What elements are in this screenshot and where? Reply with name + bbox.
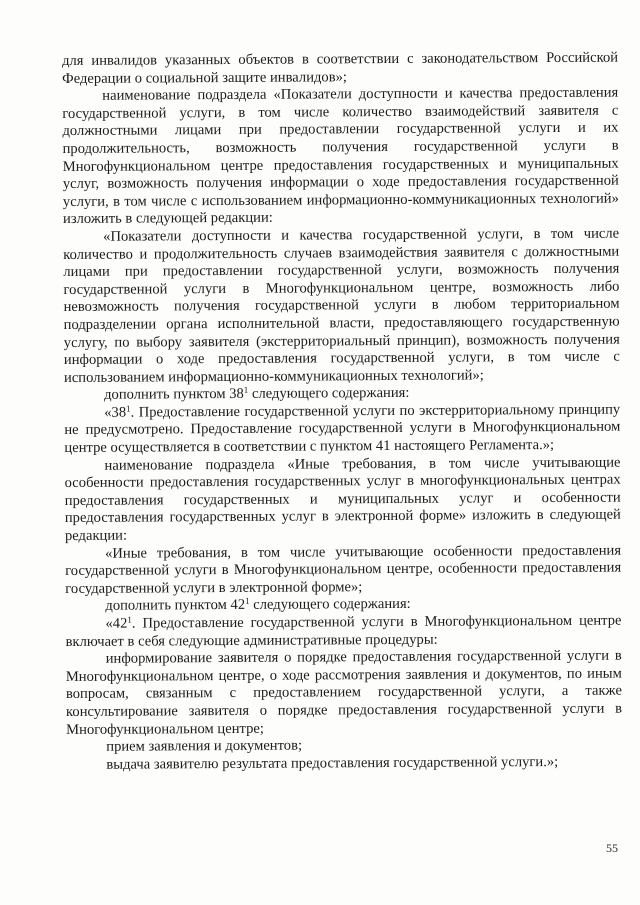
superscript: 1 <box>245 596 250 607</box>
paragraph-text: «42 <box>105 615 128 632</box>
superscript: 1 <box>126 403 131 414</box>
paragraph: наименование подраздела «Иные требования, в том числе учитывающие особенности предоставления государственных услуг в многофункциональных центрах предоставления государственных и муниципальных услуг и особенности предоставления государственных услуг в электронной форме» изложить в следующей редакции: <box>64 454 621 545</box>
paragraph-text: «38 <box>104 404 127 421</box>
superscript: 1 <box>243 385 249 396</box>
paragraph-text: дополнить пунктом 38 <box>104 386 244 404</box>
paragraph-text: следующего содержания: <box>248 385 410 403</box>
paragraph-text: . Предоставление государственной услуги по экстерриториальному принципу не предусмотрено. Предоставление государственной услуги в Многофункциональном центре осуществляется в соответствии с пунктом 41 настоящего Регламента.»; <box>64 401 621 457</box>
paragraph: наименование подраздела «Показатели доступности и качества предоставления государственной услуги, в том числе количество взаимодействий заявителя с должностными лицами при предоставлении государственной услуги и их продолжительность, возможность получения государственной услуги в Многофункциональном центре предоставления государственных и муниципальных услуг, возможность получения информации о ходе предоставления государственной услуги, в том числе с использованием информационно-коммуникационных технологий» изложить в следующей редакции: <box>62 84 619 228</box>
superscript: 1 <box>127 614 132 625</box>
paragraph: «Показатели доступности и качества государственной услуги, в том числе количество и продолжительность случаев взаимодействия заявителя с должностными лицами при предоставлении государственной услуги, возможность получения государственной услуги в Многофункциональном центре, возможность либо невозможность получения государственной услуги в любом территориальном подразделении органа исполнительной власти, предоставляющего государственную услугу, по выбору заявителя (экстерриториальный принцип), возможность получения информации о ходе предоставления государственной услуги, в том числе с использованием информационно-коммуникационных технологий»; <box>63 225 620 386</box>
paragraph: прием заявления и документов; <box>106 737 303 755</box>
paragraph: «Иные требования, в том числе учитывающие особенности предоставления государственной услуги в Многофункциональном центре, особенности предоставления государственной услуги в электронной форме»; <box>65 542 622 597</box>
document-body <box>62 50 622 775</box>
paragraph <box>64 401 620 457</box>
paragraph-text: . Предоставление государственной услуги в Многофункциональном центре включает в себя следующие административные процедуры: <box>65 612 622 650</box>
page-number: 55 <box>606 841 618 855</box>
paragraph-text: следующего содержания: <box>249 596 411 614</box>
paragraph: информирование заявителя о порядке предоставления государственной услуги в Многофункциональном центре, о ходе рассмотрения заявления и документов, по иным вопросам, связанным с предоставлением государственной услуги, а также консультирование заявителя о порядке предоставления государственной услуги в Многофункциональном центре; <box>65 647 623 738</box>
paragraph: для инвалидов указанных объектов в соответствии с законодательством Российской Федерации о социальной защите инвалидов»; <box>62 49 619 87</box>
paragraph <box>65 613 621 652</box>
paragraph-text: дополнить пунктом 42 <box>105 597 246 615</box>
paragraph: выдача заявителю результата предоставления государственной услуги.»; <box>106 753 559 773</box>
